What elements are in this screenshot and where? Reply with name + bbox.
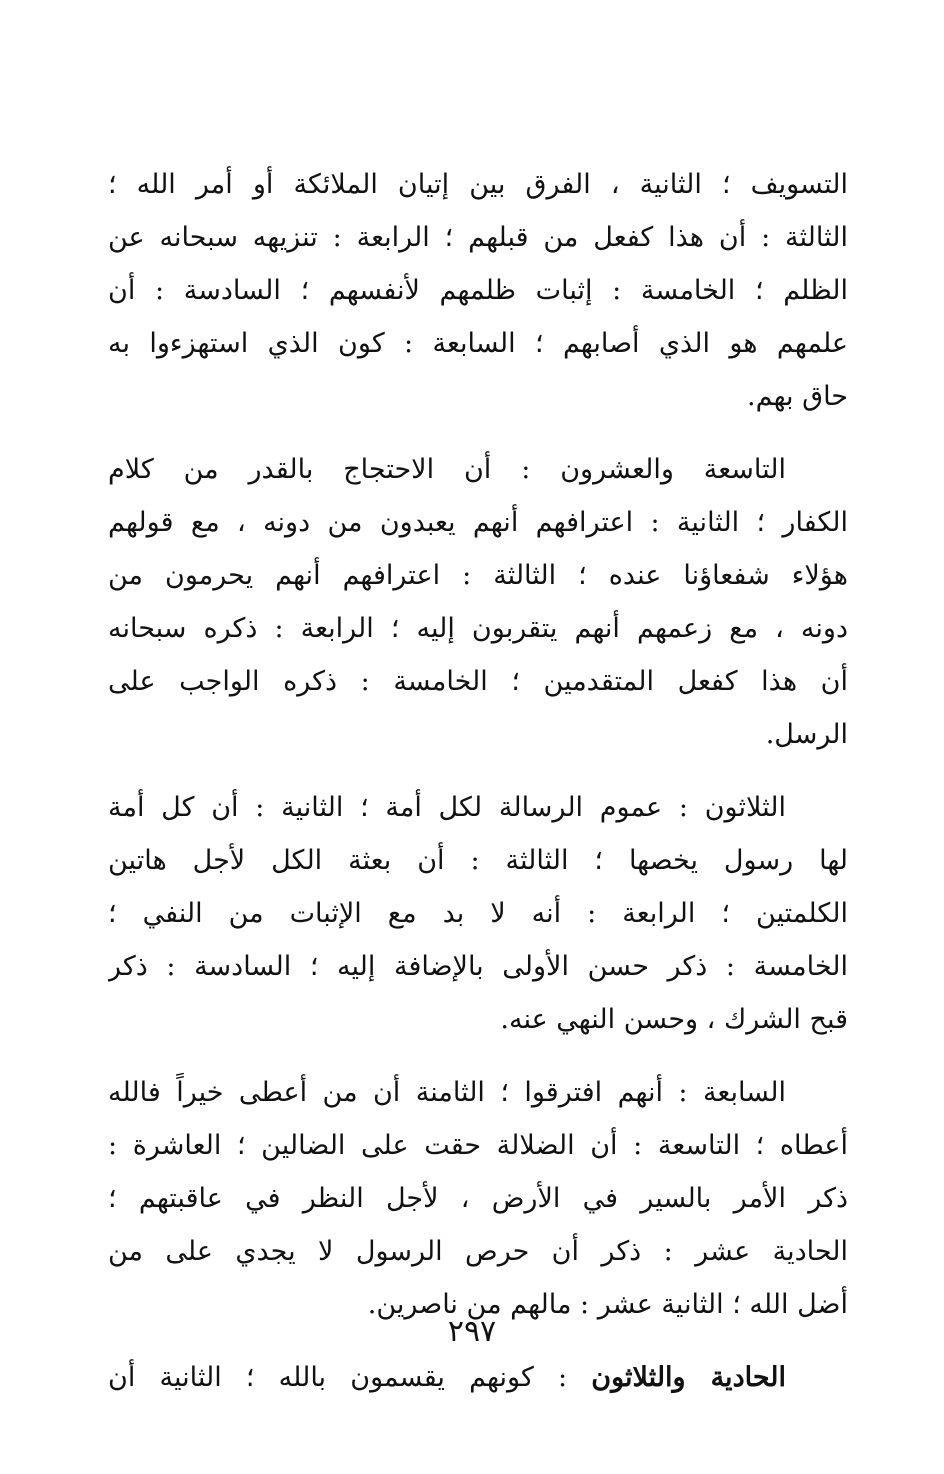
text-line: الحادية عشر : ذكر أن حرص الرسول لا يجدي على من: [108, 1236, 848, 1267]
paragraph: [108, 443, 848, 761]
paragraph: [108, 158, 848, 423]
text-line: الخامسة : ذكر حسن الأولى بالإضافة إليه ؛ السادسة : ذكر: [108, 951, 848, 982]
page-number: ٢٩٧: [447, 1314, 497, 1349]
text-line: أعطاه ؛ التاسعة : أن الضلالة حقت على الضالين ؛ العاشرة :: [108, 1130, 848, 1161]
text-line: الثلاثون : عموم الرسالة لكل أمة ؛ الثانية : أن كل أمة: [108, 792, 786, 823]
text-line: علمهم هو الذي أصابهم ؛ السابعة : كون الذي استهزءوا به: [108, 328, 848, 359]
text-line: لها رسول يخصها ؛ الثالثة : أن بعثة الكل لأجل هاتين: [108, 845, 848, 876]
text-line: ذكر الأمر بالسير في الأرض ، لأجل النظر في عاقبتهم ؛: [108, 1183, 848, 1214]
text-line: الكفار ؛ الثانية : اعترافهم أنهم يعبدون من دونه ، مع قولهم: [108, 507, 848, 538]
document-page: [108, 158, 848, 1393]
bold-heading-text: الحادية والثلاثون: [591, 1362, 786, 1393]
text-line: حاق بهم.: [747, 381, 848, 412]
text-line: قبح الشرك ، وحسن النهي عنه.: [500, 1004, 848, 1035]
text-line: الظلم ؛ الخامسة : إثبات ظلمهم لأنفسهم ؛ السادسة : أن: [108, 275, 848, 306]
text-line: دونه ، مع زعمهم أنهم يتقربون إليه ؛ الرابعة : ذكره سبحانه: [108, 613, 848, 644]
text-line: هؤلاء شفعاؤنا عنده ؛ الثالثة : اعترافهم أنهم يحرمون من: [108, 560, 848, 591]
text-run: : كونهم يقسمون بالله ؛ الثانية أن: [108, 1362, 568, 1393]
paragraph: [108, 1351, 848, 1404]
paragraph: [108, 1066, 848, 1331]
text-line: التسويف ؛ الثانية ، الفرق بين إتيان الملائكة أو أمر الله ؛: [108, 169, 848, 200]
text-line: أن هذا كفعل المتقدمين ؛ الخامسة : ذكره الواجب على: [108, 666, 848, 697]
paragraph: [108, 781, 848, 1046]
text-line: الثالثة : أن هذا كفعل من قبلهم ؛ الرابعة : تنزيهه سبحانه عن: [108, 222, 848, 253]
text-line: الرسل.: [765, 719, 848, 750]
text-line: أضل الله ؛ الثانية عشر : مالهم من ناصرين.: [367, 1289, 848, 1320]
text-line: التاسعة والعشرون : أن الاحتجاج بالقدر من كلام: [108, 454, 786, 485]
text-line: الكلمتين ؛ الرابعة : أنه لا بد مع الإثبات من النفي ؛: [108, 898, 848, 929]
text-line: [108, 1351, 848, 1404]
text-line: السابعة : أنهم افترقوا ؛ الثامنة أن من أعطى خيراً فالله: [108, 1077, 786, 1108]
